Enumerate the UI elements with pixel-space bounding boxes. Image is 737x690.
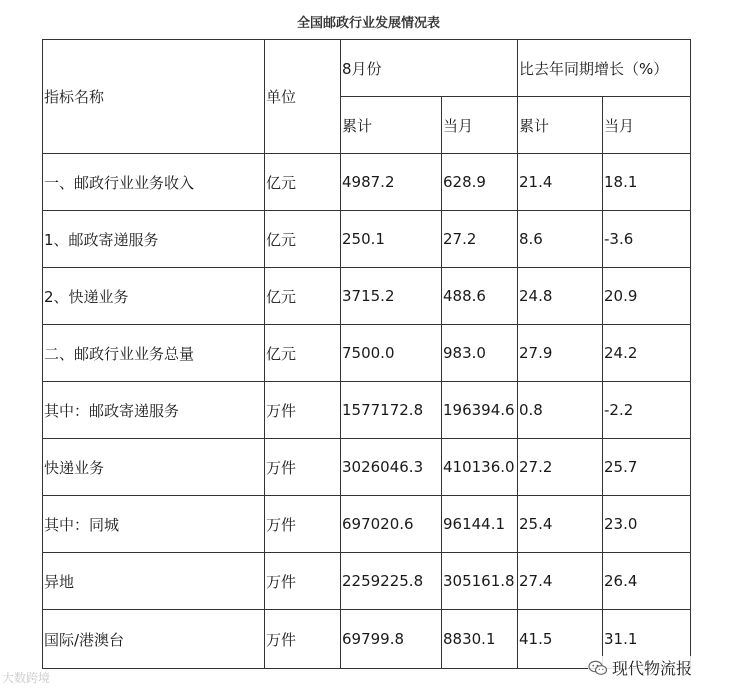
table-row	[43, 439, 691, 496]
row-current-month: 305161.8	[442, 553, 518, 610]
row-cumulative: 7500.0	[341, 325, 442, 382]
row-growth-cumulative: 27.2	[518, 439, 603, 496]
row-growth-current-month: 23.0	[603, 496, 691, 553]
header-cumulative: 累计	[341, 97, 442, 154]
table-row	[43, 268, 691, 325]
row-current-month: 8830.1	[442, 610, 518, 669]
row-growth-cumulative: 27.9	[518, 325, 603, 382]
row-growth-current-month: 18.1	[603, 154, 691, 211]
row-unit: 万件	[265, 553, 341, 610]
header-unit: 单位	[265, 40, 341, 154]
row-indicator: 其中：邮政寄递服务	[43, 382, 265, 439]
row-unit: 亿元	[265, 268, 341, 325]
row-indicator: 快递业务	[43, 439, 265, 496]
row-growth-current-month: 26.4	[603, 553, 691, 610]
row-current-month: 410136.0	[442, 439, 518, 496]
row-growth-cumulative: 8.6	[518, 211, 603, 268]
row-growth-current-month: 31.1	[603, 610, 691, 669]
table-row	[43, 382, 691, 439]
row-current-month: 983.0	[442, 325, 518, 382]
brand-name: 现代物流报	[612, 659, 693, 678]
row-current-month: 488.6	[442, 268, 518, 325]
wechat-icon	[588, 660, 608, 676]
table-row	[43, 325, 691, 382]
row-indicator: 2、快递业务	[43, 268, 265, 325]
row-indicator: 1、邮政寄递服务	[43, 211, 265, 268]
row-cumulative: 2259225.8	[341, 553, 442, 610]
row-current-month: 196394.6	[442, 382, 518, 439]
header-period: 8月份	[341, 40, 518, 97]
row-indicator: 异地	[43, 553, 265, 610]
header-growth-current-month: 当月	[603, 97, 691, 154]
row-cumulative: 4987.2	[341, 154, 442, 211]
row-growth-cumulative: 21.4	[518, 154, 603, 211]
row-growth-cumulative: 27.4	[518, 553, 603, 610]
row-cumulative: 250.1	[341, 211, 442, 268]
row-indicator: 其中：同城	[43, 496, 265, 553]
row-growth-current-month: -2.2	[603, 382, 691, 439]
row-unit: 万件	[265, 496, 341, 553]
row-cumulative: 3715.2	[341, 268, 442, 325]
row-current-month: 96144.1	[442, 496, 518, 553]
row-growth-current-month: 20.9	[603, 268, 691, 325]
row-current-month: 27.2	[442, 211, 518, 268]
row-unit: 万件	[265, 610, 341, 669]
row-indicator: 二、邮政行业业务总量	[43, 325, 265, 382]
header-current-month: 当月	[442, 97, 518, 154]
header-growth-cumulative: 累计	[518, 97, 603, 154]
row-growth-current-month: 24.2	[603, 325, 691, 382]
row-unit: 亿元	[265, 211, 341, 268]
brand-badge	[588, 656, 692, 679]
row-unit: 万件	[265, 382, 341, 439]
table-row	[43, 553, 691, 610]
row-growth-cumulative: 41.5	[518, 610, 603, 669]
header-indicator: 指标名称	[43, 40, 265, 154]
row-growth-current-month: -3.6	[603, 211, 691, 268]
postal-industry-table	[42, 39, 691, 669]
watermark-text: 大数跨境	[2, 671, 51, 685]
header-growth: 比去年同期增长（%）	[518, 40, 691, 97]
row-current-month: 628.9	[442, 154, 518, 211]
row-cumulative: 1577172.8	[341, 382, 442, 439]
row-growth-current-month: 25.7	[603, 439, 691, 496]
row-unit: 亿元	[265, 154, 341, 211]
row-indicator: 国际/港澳台	[43, 610, 265, 669]
table-row	[43, 211, 691, 268]
row-cumulative: 69799.8	[341, 610, 442, 669]
row-unit: 万件	[265, 439, 341, 496]
table-title: 全国邮政行业发展情况表	[296, 16, 440, 31]
row-cumulative: 3026046.3	[341, 439, 442, 496]
table-row	[43, 154, 691, 211]
row-growth-cumulative: 25.4	[518, 496, 603, 553]
row-cumulative: 697020.6	[341, 496, 442, 553]
row-indicator: 一、邮政行业业务收入	[43, 154, 265, 211]
row-growth-cumulative: 0.8	[518, 382, 603, 439]
table-row	[43, 496, 691, 553]
row-unit: 亿元	[265, 325, 341, 382]
row-growth-cumulative: 24.8	[518, 268, 603, 325]
